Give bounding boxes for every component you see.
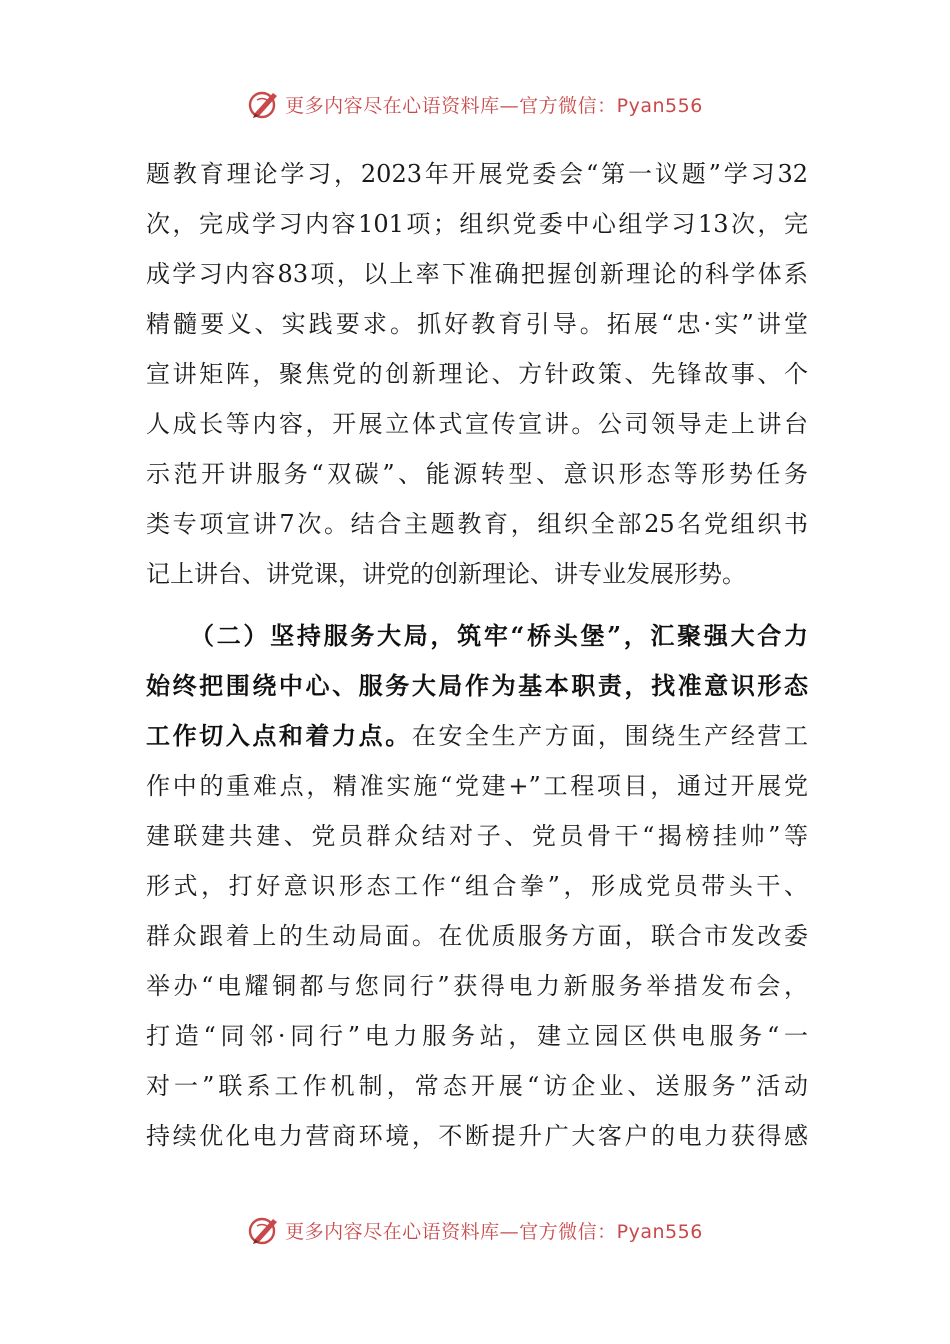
pen-logo-icon <box>247 1213 281 1247</box>
watermark-banner-top <box>0 84 950 124</box>
text-span: 在安全生产方面，围绕生产经营工 <box>411 722 808 750</box>
text-line: 题教育理论学习，2023年开展党委会“第一议题”学习32 <box>146 160 808 188</box>
wechat-id: Pyan556 <box>616 1220 703 1243</box>
text-line: 宣讲矩阵，聚焦党的创新理论、方针政策、先锋故事、个 <box>146 360 808 388</box>
watermark-text: 更多内容尽在心语资料库—官方微信：Pyan556 <box>285 1220 703 1243</box>
text-line: 持续优化电力营商环境，不断提升广大客户的电力获得感 <box>146 1122 808 1150</box>
bold-lead-text: 工作切入点和着力点。 <box>146 721 412 750</box>
wechat-id: Pyan556 <box>616 94 703 117</box>
watermark-banner-bottom <box>0 1210 950 1250</box>
paragraph-1 <box>146 149 808 599</box>
section-heading: （二）坚持服务大局，筑牢“桥头堡”，汇聚强大合力 <box>190 621 808 650</box>
text-line: 记上讲台、讲党课，讲党的创新理论、讲专业发展形势。 <box>146 560 746 588</box>
text-line: 次，完成学习内容101项；组织党委中心组学习13次，完 <box>146 210 808 238</box>
text-line: 作中的重难点，精准实施“党建+”工程项目，通过开展党 <box>146 772 808 800</box>
watermark-text: 更多内容尽在心语资料库—官方微信：Pyan556 <box>285 94 703 117</box>
text-line: 对一”联系工作机制，常态开展“访企业、送服务”活动 <box>146 1072 808 1100</box>
text-line: 举办“电耀铜都与您同行”获得电力新服务举措发布会， <box>146 972 808 1000</box>
text-line: 形式，打好意识形态工作“组合拳”，形成党员带头干、 <box>146 872 808 900</box>
text-line: 建联建共建、党员群众结对子、党员骨干“揭榜挂帅”等 <box>146 822 808 850</box>
text-line: 类专项宣讲7次。结合主题教育，组织全部25名党组织书 <box>146 510 808 538</box>
text-line <box>146 711 808 761</box>
pen-logo-icon <box>247 87 281 121</box>
section-heading-continued: 始终把围绕中心、服务大局作为基本职责，找准意识形态 <box>146 671 808 700</box>
text-line: 示范开讲服务“双碳”、能源转型、意识形态等形势任务 <box>146 460 808 488</box>
text-line: 人成长等内容，开展立体式宣传宣讲。公司领导走上讲台 <box>146 410 808 438</box>
text-line: 群众跟着上的生动局面。在优质服务方面，联合市发改委 <box>146 922 808 950</box>
paragraph-2 <box>146 611 808 1161</box>
text-line: 精髓要义、实践要求。抓好教育引导。拓展“忠·实”讲堂 <box>146 310 808 338</box>
text-line: 打造“同邻·同行”电力服务站，建立园区供电服务“一 <box>146 1022 808 1050</box>
document-body <box>146 149 808 1161</box>
text-line: 成学习内容83项，以上率下准确把握创新理论的科学体系 <box>146 260 808 288</box>
